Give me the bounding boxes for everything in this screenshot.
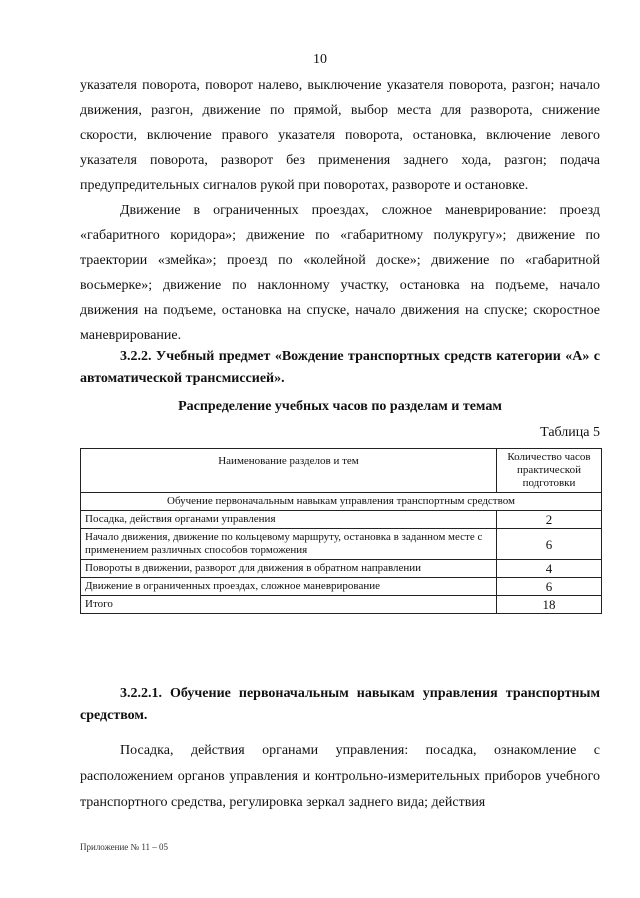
table-row — [81, 511, 602, 529]
paragraph-seating-controls: Посадка, действия органами управления: посадка, ознакомление с расположением органов управления и контрольно-измерительных приборов учебного транспортного средства, регулировка зеркал заднего вида; действия — [80, 743, 600, 810]
table-row — [81, 529, 602, 560]
table-group-row — [81, 493, 602, 511]
table-row — [81, 560, 602, 578]
header-section-name: Наименование разделов и тем — [81, 449, 497, 493]
table-total-row — [81, 596, 602, 614]
table-header-row — [81, 449, 602, 493]
paragraph-restricted-driving: Движение в ограниченных проездах, сложное маневрирование: проезд «габаритного коридора»; движение по «габаритному полукругу»; движение по траектории «змейка»; проезд по «колейной доске»; движение по «габаритной восьмерке»; движение по наклонному участку, остановка на подъеме, начало движения на подъеме, остановка на спуске, начало движения на спуске; скоростное маневрирование. — [80, 203, 600, 343]
total-hours: 18 — [497, 596, 602, 614]
table-title: Распределение учебных часов по разделам и темам — [178, 399, 502, 414]
table-row — [81, 578, 602, 596]
total-label: Итого — [81, 596, 497, 614]
table-caption: Таблица 5 — [540, 425, 600, 440]
page-footer: Приложение № 11 – 05 — [80, 842, 169, 852]
row-hours: 2 — [497, 511, 602, 529]
row-hours: 6 — [497, 578, 602, 596]
section-heading-3-2-2: 3.2.2. Учебный предмет «Вождение транспортных средств категории «А» с автоматической трансмиссией». — [80, 349, 600, 386]
row-hours: 4 — [497, 560, 602, 578]
section-heading-3-2-2-1: 3.2.2.1. Обучение первоначальным навыкам управления транспортным средством. — [80, 686, 600, 723]
row-hours: 6 — [497, 529, 602, 560]
header-hours: Количество часов практической подготовки — [497, 449, 602, 493]
row-name: Повороты в движении, разворот для движения в обратном направлении — [81, 560, 497, 578]
group-title: Обучение первоначальным навыкам управления транспортным средством — [81, 493, 602, 511]
hours-table — [80, 448, 602, 614]
page-number: 10 — [313, 52, 327, 67]
row-name: Начало движения, движение по кольцевому маршруту, остановка в заданном месте с применением различных способов торможения — [81, 529, 497, 560]
paragraph-maneuvers-continued: указателя поворота, поворот налево, выключение указателя поворота, разгон; начало движения, разгон, движение по прямой, выбор места для разворота, снижение скорости, включение правого указателя поворота, остановка, включение левого указателя поворота, разворот без применения заднего хода, разгон; подача предупредительных сигналов рукой при поворотах, развороте и остановке. — [80, 78, 600, 193]
row-name: Движение в ограниченных проездах, сложное маневрирование — [81, 578, 497, 596]
row-name: Посадка, действия органами управления — [81, 511, 497, 529]
